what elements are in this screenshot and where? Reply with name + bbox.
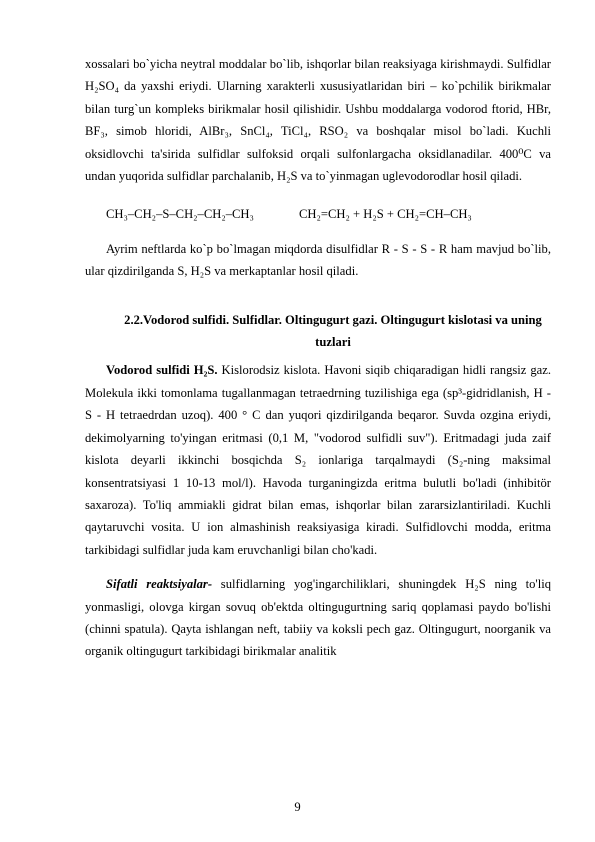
equation-products: CH₂=CH₂ + H₂S + CH₂=CH–CH₃: [299, 207, 472, 222]
equation-reactant: CH₃–CH₂–S–CH₂–CH₂–CH₃: [106, 207, 254, 222]
page-number: 9: [294, 800, 301, 814]
paragraph-hydrogen-sulfide: [85, 359, 551, 561]
paragraph-qualitative-reactions-body: sulfidlarning yog'ingarchiliklari, shuningdek H₂S ning to'liq yonmasligi, olovga kirgan sovuq ob'ektda oltingugurtning sariq qoplamasi paydo bo'lishi (chinni spatula). Qayta ishlangan neft, tabiiy va koksli pech gaz. Oltingugurt, noorganik va organik oltingugurt tarkibidagi birikmalar analitik: [85, 577, 551, 659]
paragraph-disulfides: Ayrim neftlarda ko`p bo`lmagan miqdorda disulfidlar R - S - S - R ham mavjud bo`lib, ular qizdirilganda S, H₂S va merkaptanlar hosil qiladi.: [85, 241, 551, 279]
paragraph-hydrogen-sulfide-body: Kislorodsiz kislota. Havoni siqib chiqaradigan hidli rangsiz gaz. Molekula ikki tomonlama tugallanmagan tetraedrning tuzilishiga ega (sp³-gidridlanish, H - S - H tetraedrdan uzoq). 400 ° C dan yuqori qizdirilganda beqaror. Suvda ozgina eriydi, dekimolyarning to'yingan eritmasi (0,1 M, "vodorod sulfidli suv"). Eritmadagi juda zaif kislota deyarli ikkinchi bosqichda S₂ ionlariga tarqalmaydi (S₂-ning maksimal konsentratsiyasi 1 10-13 mol/l). Havoda turganingizda eritma bulutli bo'ladi (inhibitör saxaroza). To'liq ammiakli gidrat bilan emas, ishqorlar bilan zararsizlantiriladi. Kuchli qaytaruvchi vosita. U ion almashinish reaksiyasiga kiradi. Sulfidlovchi modda, eritma tarkibidagi sulfidlar juda kam eruvchanligi bilan cho'kadi.: [85, 363, 552, 557]
term-qualitative-reactions: Sifatli reaktsiyalar-: [106, 577, 213, 592]
paragraph-sulfide-properties: xossalari bo`yicha neytral moddalar bo`lib, ishqorlar bilan reaksiyaga kirishmaydi. Sulfidlar H₂SO₄ da yaxshi eriydi. Ularning xarakterli xususiyatlaridan biri – ko`pchilik birikmalar bilan turg`un kompleks birikmalar hosil qilishidir. Ushbu moddalarga vodorod ftorid, HBr, BF₃, simob hloridi, AlBr₃, SnCl₄, TiCl₄, RSO₂ va boshqalar misol bo`ladi. Kuchli oksidlovchi ta'sirida sulfidlar sulfoksid orqali sulfonlargacha oksidlanadilar. 400⁰C va undan yuqorida sulfidlar parchalanib, H₂S va to`yinmagan uglevodorodlar hosil qiladi.: [85, 57, 551, 184]
term-hydrogen-sulfide: Vodorod sulfidi H₂S.: [106, 363, 218, 378]
page-content: [85, 53, 551, 663]
section-heading: 2.2.Vodorod sulfidi. Sulfidlar. Oltingugurt gazi. Oltingugurt kislotasi va uning tuzlari: [124, 312, 542, 350]
paragraph-qualitative-reactions: [85, 573, 551, 663]
decomposition-equation: [85, 203, 551, 225]
